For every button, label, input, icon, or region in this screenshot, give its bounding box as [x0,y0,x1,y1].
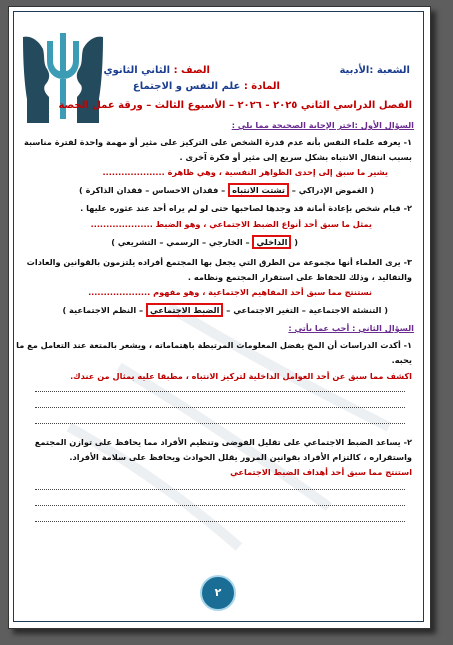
answer-line[interactable] [35,521,405,522]
q1-item2-hint: يمثل ما سبق أحد أنواع الضبط الاجتماعي ، وهو الضبط .................... [90,219,372,229]
q1-item3-options-close: – النظم الاجتماعية ) [62,305,146,315]
answer-line[interactable] [35,489,405,490]
answer-line[interactable] [35,505,405,506]
worksheet-page [8,6,431,629]
q1-item3-options-open: ( التنشئة الاجتماعية – التغير الاجتماعي – [223,305,388,315]
q1-item1-line2: بسبب انتقال الانتباه بشكل سريع إلى مثير أو فكرة آخرى . [179,152,412,162]
worksheet-title: الفصل الدراسي الثاني ٢٠٢٥ - ٢٠٢٦ – الأسبوع الثالث – ورقة عمل الحصة [58,100,412,111]
q2-heading: السؤال الثاني : أجب عما يأتي : [288,323,414,333]
q1-item1-hint: يشير ما سبق إلى إحدى الظواهر النفسية ، وهي ظاهرة .................... [102,167,388,177]
q1-item3-line2: والتقاليد ، وذلك للحفاظ على استقرار المجتمع ونظامه . [187,272,412,282]
q2-item1-line1: ١- أكدت الدراسات أن المخ يفضل المعلومات المرتبطة باهتماماته ، ويشعر بالمتعة عند التعامل مع ما [16,340,412,350]
grade-value: الثاني الثانوي [103,65,171,76]
q1-item3-options [62,305,388,315]
subject-value: علم النفس و الاجتماع [132,81,241,92]
q1-item2-options-open: ( [291,237,298,247]
branch-label: الشعبة : [369,65,410,76]
page-number-badge: ٢ [200,575,236,611]
q1-item1-line1: ١- يعرفه علماء النفس بأنه عدم قدرة الشخص على التركيز على مثير أو مهمة واحدة لفترة مناسبة [24,137,412,147]
q2-item2-line1: ٢- يساعد الضبط الاجتماعي على تقليل الفوضى وتنظيم الأفراد مما يحافظ على توازن المجتمع [34,437,412,447]
q1-item3-hint: نستنتج مما سبق أحد المفاهيم الاجتماعية ، وهو مفهوم .................... [88,287,372,297]
answer-line[interactable] [35,391,405,392]
subject-field [133,81,280,93]
q1-heading: السؤال الأول :اختر الإجابة الصحيحة مما يلي : [231,120,414,130]
q1-item2-answer: الداخلي [252,235,291,249]
q2-item1-task: اكشف مما سبق عن أحد العوامل الداخلية لتركيز الانتباه ، مطبقا عليه بمثال من عندك. [70,371,412,381]
branch-field [339,65,410,77]
q1-item2-options [111,237,298,247]
q2-item1-line2: يحبه. [391,355,412,365]
grade-label: الصف : [173,65,210,76]
q1-item2-line1: ٢- قيام شخص بإعادة أمانة قد وجدها لصاحبها حتى لو لم يراه أحد عند عثوره عليها . [80,203,412,213]
subject-label: المادة : [243,81,280,92]
q1-item2-options-close: – الخارجي – الرسمي – التشريعي ) [111,237,253,247]
q1-item1-options [79,185,374,195]
q1-item1-answer: تشتت الانتباه [228,183,289,197]
branch-value: الأدبية [339,65,370,76]
q1-item3-answer: الضبط الاجتماعي [146,303,224,317]
q1-item3-line1: ٣- يرى العلماء أنها مجموعة من الطرق التي يجعل بها المجتمع أفراده يلتزمون بالقوانين والعادات [26,257,412,267]
q1-item1-options-open: ( الغموض الإدراكي – [288,185,374,195]
q2-item2-line2: واستقراره ، كالتزام الأفراد بقوانين المرور يقلل الحوادث ويحافظ على سلامة الأفراد. [69,452,412,462]
answer-line[interactable] [35,407,405,408]
q1-item1-options-close: – فقدان الاحساس – فقدان الذاكرة ) [79,185,229,195]
grade-field [103,65,210,77]
answer-line[interactable] [35,423,405,424]
q2-item2-task: استنتج مما سبق أحد أهداف الضبط الاجتماعي [230,467,412,477]
